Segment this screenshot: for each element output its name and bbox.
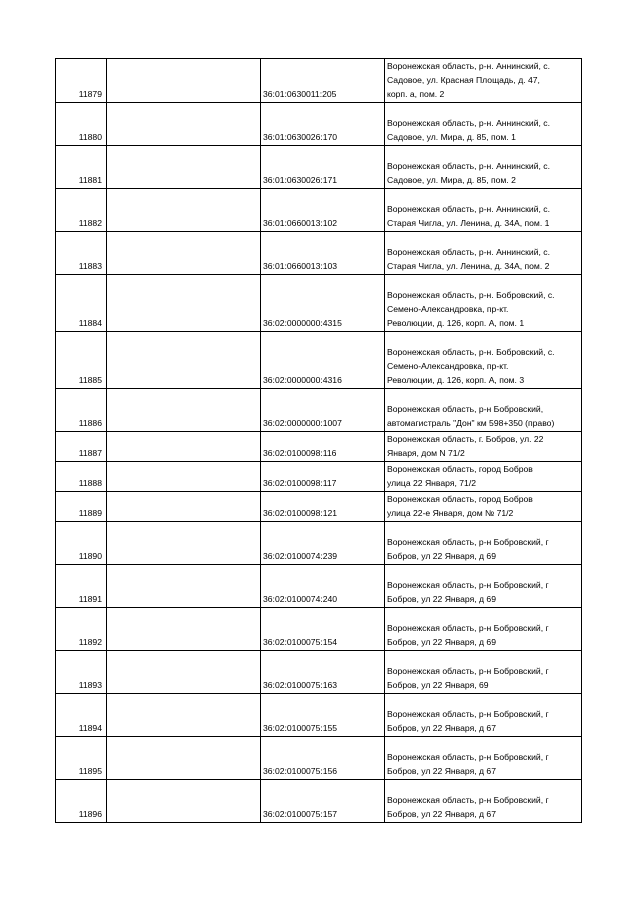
empty-cell [107,103,261,146]
row-number-cell: 11879 [56,59,107,103]
row-number-cell: 11880 [56,103,107,146]
table-row [56,389,582,432]
address-cell: Воронежская область, р-н Бобровский, г Бобров, ул 22 Января, д 69 [385,565,582,608]
empty-cell [107,275,261,332]
table-row [56,103,582,146]
empty-cell [107,432,261,462]
empty-cell [107,332,261,389]
address-cell: Воронежская область, г. Бобров, ул. 22 Января, дом N 71/2 [385,432,582,462]
empty-cell [107,492,261,522]
table-row [56,146,582,189]
row-number-cell: 11891 [56,565,107,608]
table-row [56,332,582,389]
empty-cell [107,462,261,492]
table-row [56,565,582,608]
register-table-body [56,59,582,823]
cadastral-number-cell: 36:02:0100075:163 [261,651,385,694]
empty-cell [107,651,261,694]
row-number-cell: 11890 [56,522,107,565]
table-row [56,492,582,522]
address-cell: Воронежская область, р-н Бобровский, г Бобров, ул 22 Января, 69 [385,651,582,694]
row-number-cell: 11886 [56,389,107,432]
address-cell: Воронежская область, р-н. Аннинский, с. Садовое, ул. Красная Площадь, д. 47, корп. а, пом. 2 [385,59,582,103]
address-cell: Воронежская область, р-н. Бобровский, с. Семено-Александровка, пр-кт. Революции, д. 126, корп. А, пом. 1 [385,275,582,332]
row-number-cell: 11887 [56,432,107,462]
address-cell: Воронежская область, р-н. Бобровский, с. Семено-Александровка, пр-кт. Революции, д. 126, корп. А, пом. 3 [385,332,582,389]
table-row [56,651,582,694]
empty-cell [107,737,261,780]
row-number-cell: 11893 [56,651,107,694]
table-row [56,59,582,103]
table-row [56,275,582,332]
row-number-cell: 11892 [56,608,107,651]
empty-cell [107,522,261,565]
cadastral-number-cell: 36:02:0100098:121 [261,492,385,522]
empty-cell [107,189,261,232]
address-cell: Воронежская область, р-н Бобровский, г Бобров, ул 22 Января, д 67 [385,694,582,737]
address-cell: Воронежская область, р-н Бобровский, г Бобров, ул 22 Января, д 67 [385,780,582,823]
address-cell: Воронежская область, р-н Бобровский, г Бобров, ул 22 Января, д 67 [385,737,582,780]
cadastral-number-cell: 36:02:0100075:156 [261,737,385,780]
cadastral-number-cell: 36:02:0100075:154 [261,608,385,651]
empty-cell [107,146,261,189]
row-number-cell: 11894 [56,694,107,737]
table-row [56,432,582,462]
row-number-cell: 11896 [56,780,107,823]
address-cell: Воронежская область, р-н Бобровский, г Бобров, ул 22 Января, д 69 [385,522,582,565]
empty-cell [107,608,261,651]
cadastral-number-cell: 36:01:0630011:205 [261,59,385,103]
address-cell: Воронежская область, р-н. Аннинский, с. Старая Чигла, ул. Ленина, д. 34А, пом. 1 [385,189,582,232]
empty-cell [107,780,261,823]
table-row [56,462,582,492]
row-number-cell: 11884 [56,275,107,332]
register-table [55,58,582,823]
address-cell: Воронежская область, р-н. Аннинский, с. Садовое, ул. Мира, д. 85, пом. 1 [385,103,582,146]
address-cell: Воронежская область, р-н Бобровский, г Бобров, ул 22 Января, д 69 [385,608,582,651]
row-number-cell: 11888 [56,462,107,492]
row-number-cell: 11881 [56,146,107,189]
cadastral-number-cell: 36:02:0100098:117 [261,462,385,492]
address-cell: Воронежская область, город Бобров улица 22-е Января, дом № 71/2 [385,492,582,522]
table-row [56,780,582,823]
table-row [56,522,582,565]
table-row [56,232,582,275]
cadastral-number-cell: 36:01:0660013:103 [261,232,385,275]
row-number-cell: 11889 [56,492,107,522]
table-row [56,189,582,232]
address-cell: Воронежская область, р-н. Аннинский, с. Старая Чигла, ул. Ленина, д. 34А, пом. 2 [385,232,582,275]
row-number-cell: 11895 [56,737,107,780]
address-cell: Воронежская область, город Бобров улица 22 Января, 71/2 [385,462,582,492]
address-cell: Воронежская область, р-н Бобровский, автомагистраль "Дон" км 598+350 (право) [385,389,582,432]
empty-cell [107,232,261,275]
cadastral-number-cell: 36:01:0630026:171 [261,146,385,189]
cadastral-number-cell: 36:02:0100074:239 [261,522,385,565]
cadastral-number-cell: 36:01:0630026:170 [261,103,385,146]
cadastral-number-cell: 36:02:0100075:155 [261,694,385,737]
table-row [56,694,582,737]
table-row [56,608,582,651]
cadastral-number-cell: 36:02:0000000:4316 [261,332,385,389]
empty-cell [107,389,261,432]
row-number-cell: 11883 [56,232,107,275]
row-number-cell: 11882 [56,189,107,232]
empty-cell [107,565,261,608]
cadastral-number-cell: 36:02:0100075:157 [261,780,385,823]
cadastral-number-cell: 36:02:0000000:4315 [261,275,385,332]
address-cell: Воронежская область, р-н. Аннинский, с. Садовое, ул. Мира, д. 85, пом. 2 [385,146,582,189]
document-page [55,58,581,823]
cadastral-number-cell: 36:01:0660013:102 [261,189,385,232]
cadastral-number-cell: 36:02:0100074:240 [261,565,385,608]
empty-cell [107,59,261,103]
cadastral-number-cell: 36:02:0000000:1007 [261,389,385,432]
row-number-cell: 11885 [56,332,107,389]
empty-cell [107,694,261,737]
cadastral-number-cell: 36:02:0100098:116 [261,432,385,462]
table-row [56,737,582,780]
